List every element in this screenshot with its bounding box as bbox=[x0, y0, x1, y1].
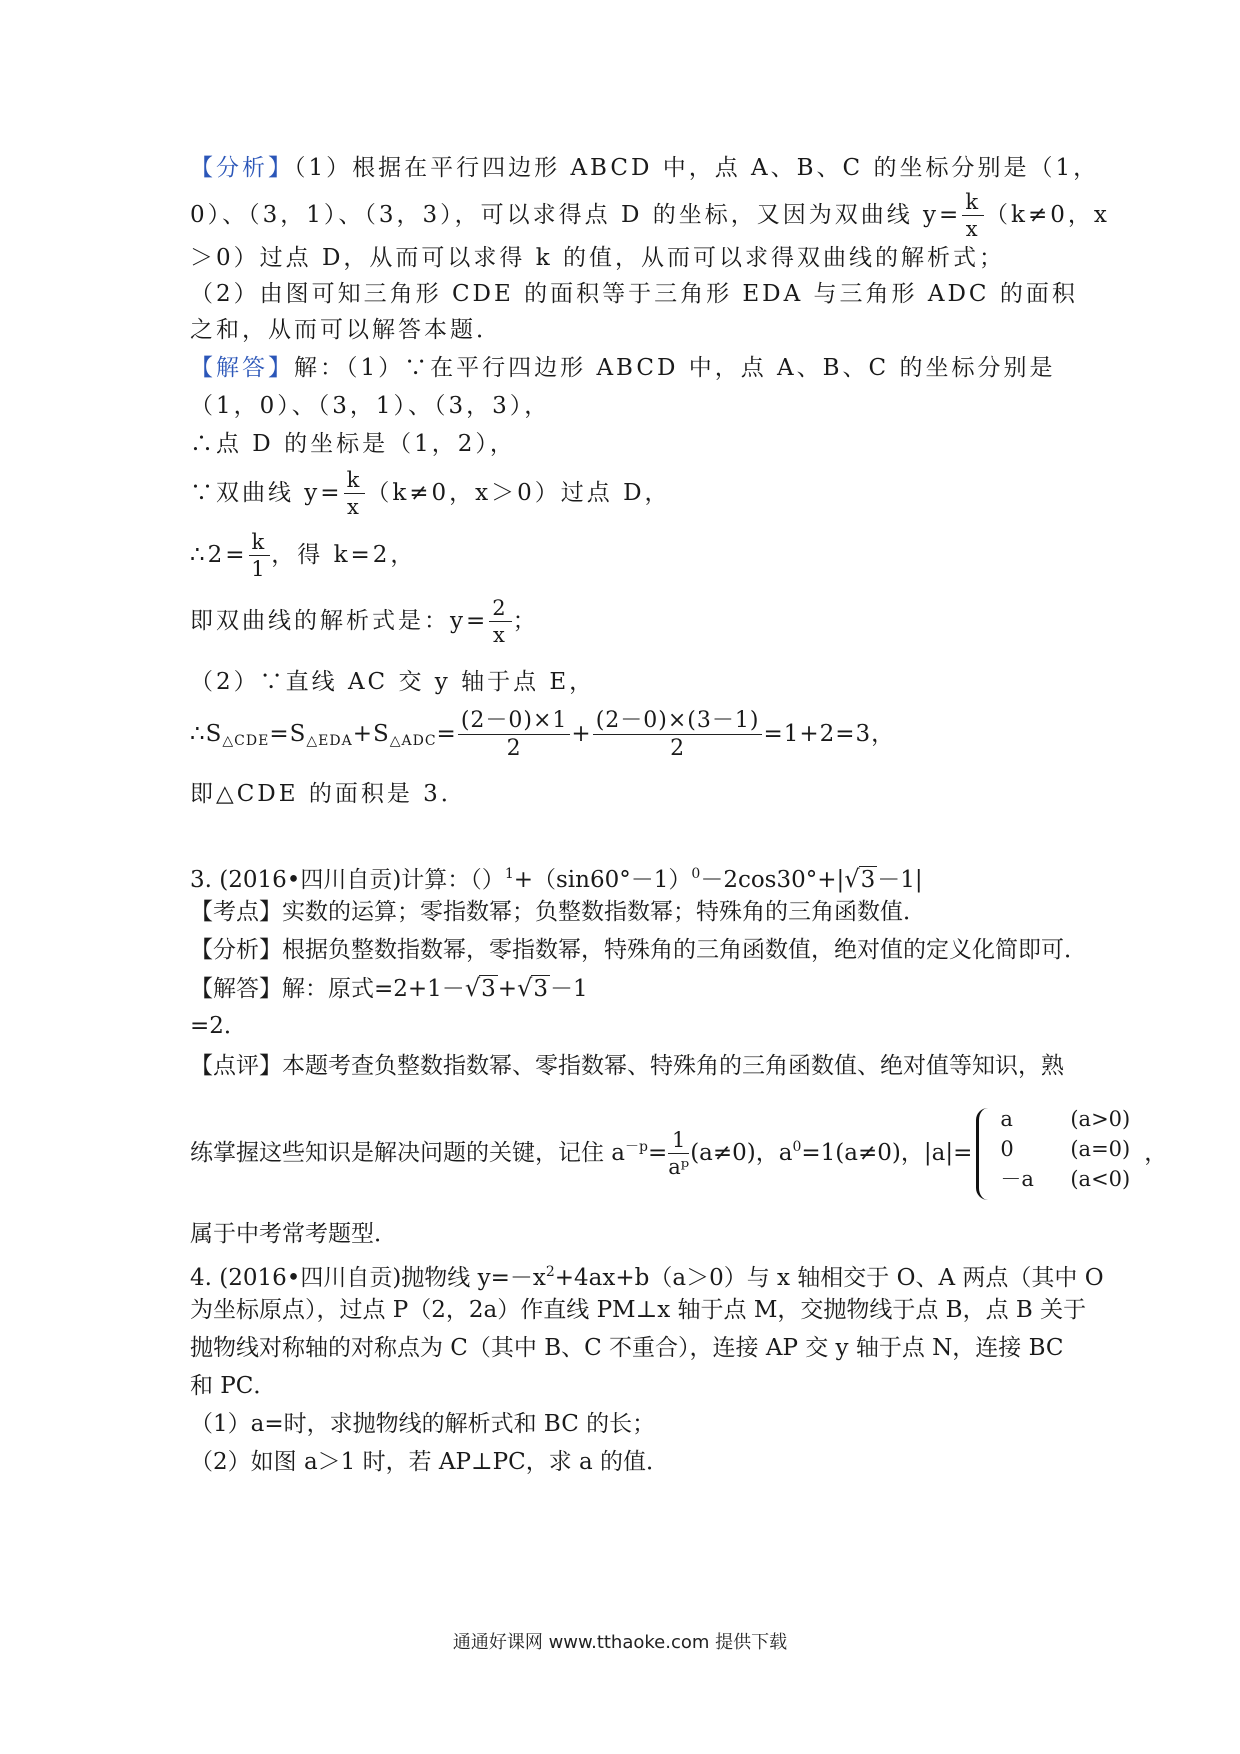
q3-title: 3. (2016•四川自贡)计算：$()^1+(\sin 60^\circ-1)^0-2\cos 30^\circ+|√3-1|$ bbox=[190, 865, 923, 893]
fraction-area-eda: $\frac{(2-0)\times 1}{2}$ bbox=[458, 710, 571, 760]
fenxi-tag: 【分析】 bbox=[190, 937, 282, 963]
analysis-line-1: 【分析】（1）根据在平行四边形 ABCD 中，点 A、B、C 的坐标分别是（1， bbox=[190, 155, 1100, 181]
answer-tag: 【解答】 bbox=[190, 355, 294, 381]
answer-line-5: ∴2= $\frac{k}{1}$ ，得 k=2， bbox=[190, 530, 417, 581]
q4-line-6: （2）如图 a＞1 时，若 AP⊥PC，求 a 的值． bbox=[190, 1449, 670, 1475]
fraction-area-adc: $\frac{(2-0)\times(3-1)}{2}$ bbox=[593, 710, 763, 760]
analysis-line-3: ＞0）过点 D，从而可以求得 k 的值，从而可以求得双曲线的解析式； bbox=[190, 245, 1005, 271]
q3-dianping-line-3: 属于中考常考题型． bbox=[190, 1221, 397, 1247]
q3-fenxi: 【分析】根据负整数指数幂，零指数幂，特殊角的三角函数值，绝对值的定义化简即可． bbox=[190, 937, 1087, 963]
q3-dianping-line-2: 练掌握这些知识是解决问题的关键，记住 $a^{-p}=$ $\frac{1}{\text{aᵖ}}$ (a≠0)，$a^0=1(a\ne 0)$，|a|= a (a>0) 0 (a=0) －a (a<0) ， bbox=[190, 1092, 1060, 1202]
q4-line-1: 4. (2016•四川自贡)抛物线 $y=-x^2+4ax+b(a>0)$与 x 轴相交于 O、A 两点（其中 O bbox=[190, 1264, 1104, 1291]
fraction-1-over-a-p: $\frac{1}{\text{aᵖ}}$ bbox=[668, 1128, 690, 1179]
q4-line-5: （1）a=时，求抛物线的解析式和 BC 的长； bbox=[190, 1411, 656, 1437]
q4-line-3: 抛物线对称轴的对称点为 C（其中 B、C 不重合），连接 AP 交 y 轴于点 N，连接 BC bbox=[190, 1335, 1064, 1361]
answer-line-7: （2）∵直线 AC 交 y 轴于点 E， bbox=[190, 669, 596, 695]
q3-dianping-line-1: 【点评】本题考查负整数指数幂、零指数幂、特殊角的三角函数值、绝对值等知识，熟 bbox=[190, 1053, 1064, 1079]
q4-line-4: 和 PC． bbox=[190, 1373, 277, 1399]
q3-result: =2． bbox=[190, 1013, 247, 1039]
analysis-line-2: 0）、（3，1）、（3，3），可以求得点 D 的坐标，又因为双曲线 y= $\frac{k}{x}$ （k≠0，x bbox=[190, 190, 1110, 241]
answer-line-2: （1，0）、（3，1）、（3，3）， bbox=[190, 393, 551, 419]
q3-kaodian: 【考点】实数的运算；零指数幂；负整数指数幂；特殊角的三角函数值． bbox=[190, 899, 926, 925]
answer-line-6: 即双曲线的解析式是：y= $\frac{2}{x}$ ； bbox=[190, 596, 539, 647]
page-footer: 通通好课网 www.tthaoke.com 提供下载 bbox=[452, 1632, 788, 1653]
case-row: a (a>0) bbox=[1000, 1107, 1131, 1131]
analysis-line-4: （2）由图可知三角形 CDE 的面积等于三角形 EDA 与三角形 ADC 的面积 bbox=[190, 281, 1078, 307]
absolute-value-cases bbox=[976, 1104, 1130, 1204]
answer-line-3: ∴点 D 的坐标是（1，2）， bbox=[190, 431, 516, 457]
analysis-tag: 【分析】 bbox=[190, 155, 294, 181]
left-brace-icon bbox=[976, 1108, 993, 1200]
fraction-2-over-x: $\frac{2}{x}$ bbox=[489, 598, 511, 646]
fraction-k-over-1: $\frac{k}{1}$ bbox=[249, 532, 271, 580]
fraction-k-over-x: $\frac{k}{x}$ bbox=[962, 192, 984, 240]
answer-line-1: 【解答】解：（1）∵在平行四边形 ABCD 中，点 A、B、C 的坐标分别是 bbox=[190, 355, 1056, 381]
answer-line-9: 即△CDE 的面积是 3． bbox=[190, 781, 467, 807]
kaodian-tag: 【考点】 bbox=[190, 899, 282, 925]
case-row: －a (a<0) bbox=[1000, 1167, 1131, 1191]
answer-line-8: $\therefore S_{\triangle CDE}=S_{\triangle EDA}+S_{\triangle ADC}=$ $\frac{(2-0)\times 1}{2}$ + $\frac{(2-0)\times(3-1)}{2}$ =1+2=3， bbox=[190, 708, 896, 761]
answer-line-4: ∵双曲线 y= $\frac{k}{x}$ （k≠0，x＞0）过点 D， bbox=[190, 468, 671, 519]
q3-jieda: 【解答】解：原式=2+1－√3+√3－1 bbox=[190, 974, 588, 1002]
q4-line-2: 为坐标原点），过点 P（2，2a）作直线 PM⊥x 轴于点 M，交抛物线于点 B，点 B 关于 bbox=[190, 1297, 1087, 1323]
analysis-line-5: 之和，从而可以解答本题． bbox=[190, 317, 502, 343]
fraction-k-over-x-2: $\frac{k}{x}$ bbox=[344, 470, 366, 518]
dianping-tag: 【点评】 bbox=[190, 1053, 282, 1079]
jieda-tag: 【解答】 bbox=[190, 976, 282, 1002]
case-row: 0 (a=0) bbox=[1000, 1137, 1131, 1161]
